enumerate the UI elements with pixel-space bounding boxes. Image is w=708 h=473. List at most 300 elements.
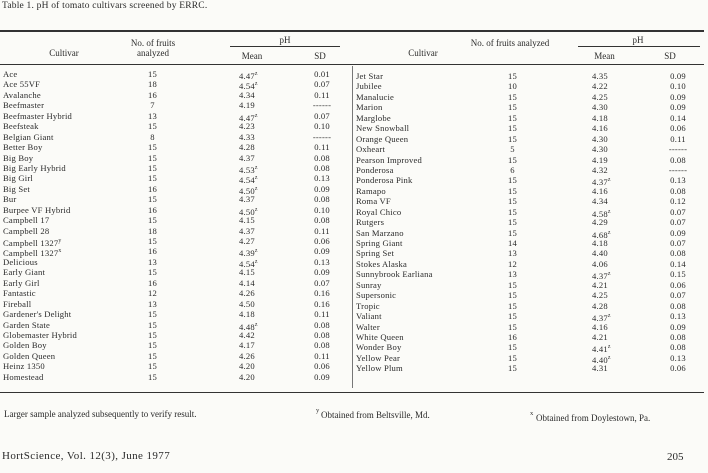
cultivar-cell xyxy=(356,259,486,269)
mean-cell xyxy=(239,246,284,259)
cultivar-cell xyxy=(3,226,123,236)
sd-cell: 0.09 xyxy=(670,321,686,332)
mean-cell xyxy=(592,363,637,373)
mean-value: 4.50 xyxy=(239,206,255,217)
sd-cell: 0.06 xyxy=(314,236,330,246)
sd-cell: 0.14 xyxy=(670,258,686,269)
cultivar-name: Supersonic xyxy=(356,290,397,301)
cultivar-cell xyxy=(3,215,123,225)
cultivar-cell xyxy=(3,330,123,340)
mean-value: 4.47 xyxy=(239,112,255,123)
mean-cell xyxy=(239,142,284,152)
mean-value: 4.20 xyxy=(239,361,255,372)
sd-cell: 0.11 xyxy=(314,350,330,361)
mean-footnote-mark: z xyxy=(607,208,611,215)
cultivar-cell xyxy=(3,194,123,204)
sd-cell: 0.13 xyxy=(670,175,686,186)
sd-cell: 0.13 xyxy=(670,311,686,322)
mean-footnote-mark: z xyxy=(254,258,258,265)
cultivar-name: Garden State xyxy=(3,319,51,330)
sd-cell: 0.15 xyxy=(670,269,686,280)
cultivar-cell xyxy=(356,207,486,217)
header-mean-right: Mean xyxy=(594,51,615,61)
mean-value: 4.18 xyxy=(592,112,608,123)
bottom-rule xyxy=(0,392,704,393)
mean-value: 4.28 xyxy=(592,300,608,311)
cultivar-name: Orange Queen xyxy=(356,133,409,144)
cultivar-name: Jubilee xyxy=(356,81,382,92)
fruits-cell: 15 xyxy=(508,217,517,228)
mean-value: 4.32 xyxy=(592,164,608,175)
sd-cell: 0.10 xyxy=(670,81,686,92)
cultivar-cell xyxy=(3,320,123,330)
fruits-cell: 16 xyxy=(148,183,157,194)
cultivar-name: Wonder Boy xyxy=(356,342,402,353)
mean-footnote-mark: z xyxy=(254,71,258,77)
mean-footnote-mark: z xyxy=(254,164,258,171)
mean-cell xyxy=(239,100,284,110)
footnote-x: Obtained from Doylestown, Pa. xyxy=(536,413,651,423)
cultivar-cell xyxy=(3,361,123,371)
sd-cell: 0.09 xyxy=(314,246,330,257)
mean-cell xyxy=(239,299,284,309)
cultivar-name: Bur xyxy=(3,194,17,205)
mean-value: 4.06 xyxy=(592,258,608,269)
mean-value: 4.14 xyxy=(239,277,255,288)
mean-cell xyxy=(239,320,284,330)
cultivar-name: Fireball xyxy=(3,298,32,309)
cultivar-cell xyxy=(356,92,486,102)
sd-cell: 0.13 xyxy=(314,256,330,267)
cultivar-cell xyxy=(3,246,123,259)
fruits-cell: 15 xyxy=(148,215,157,226)
cultivar-name: Pearson Improved xyxy=(356,154,422,165)
fruits-cell: 15 xyxy=(508,91,517,102)
fruits-cell: 7 xyxy=(150,100,155,111)
mean-cell xyxy=(592,113,637,123)
mean-value: 4.48 xyxy=(239,321,255,332)
header-sd-right: SD xyxy=(664,51,676,61)
mean-cell xyxy=(592,290,637,300)
sd-cell: 0.09 xyxy=(314,267,330,278)
cultivar-cell xyxy=(3,163,123,173)
cultivar-name: Homestead xyxy=(3,371,44,382)
fruits-cell: 18 xyxy=(148,225,157,236)
sd-cell: 0.07 xyxy=(670,238,686,248)
cultivar-cell xyxy=(356,269,486,279)
cultivar-cell xyxy=(356,248,486,258)
fruits-cell: 15 xyxy=(148,69,157,79)
fruits-cell: 15 xyxy=(148,162,157,173)
mean-value: 4.19 xyxy=(239,100,255,111)
cultivar-name: Stokes Alaska xyxy=(356,258,408,269)
mean-cell xyxy=(592,134,637,144)
mean-cell xyxy=(592,144,637,154)
sd-cell: 0.08 xyxy=(314,162,330,173)
sd-cell: 0.11 xyxy=(670,133,686,144)
fruits-cell: 15 xyxy=(508,227,517,238)
cultivar-name: Ace xyxy=(3,69,18,79)
mean-cell xyxy=(592,81,637,91)
cultivar-name: Early Giant xyxy=(3,267,46,278)
table-caption: Table 1. pH of tomato cultivars screened by ERRC. xyxy=(2,1,208,11)
mean-cell xyxy=(239,173,284,186)
mean-cell xyxy=(592,217,637,227)
sd-cell: 0.09 xyxy=(670,91,686,102)
sd-cell: 0.08 xyxy=(670,185,686,196)
fruits-cell: 5 xyxy=(510,144,515,155)
mean-value: 4.27 xyxy=(239,236,255,246)
mean-value: 4.16 xyxy=(592,185,608,196)
header-fruits-left: No. of fruits analyzed xyxy=(130,38,176,58)
sd-cell: ------ xyxy=(668,164,688,175)
cultivar-cell xyxy=(3,288,123,298)
fruits-cell: 15 xyxy=(148,173,157,184)
sd-cell: 0.08 xyxy=(670,154,686,165)
cultivar-cell xyxy=(356,217,486,227)
cultivar-name: Big Set xyxy=(3,183,30,194)
cultivar-cell xyxy=(356,134,486,144)
cultivar-name: Ace 55VF xyxy=(3,79,41,90)
cultivar-name: Spring Set xyxy=(356,248,395,259)
fruits-cell: 15 xyxy=(148,361,157,372)
sd-cell: 0.07 xyxy=(314,277,330,288)
sd-cell: 0.08 xyxy=(670,300,686,311)
mean-cell xyxy=(592,102,637,112)
left-sd-column xyxy=(302,69,342,382)
mean-value: 4.17 xyxy=(239,340,255,351)
mean-footnote-mark: z xyxy=(254,175,258,182)
mean-cell xyxy=(592,155,637,165)
cultivar-cell xyxy=(3,100,123,110)
mean-value: 4.16 xyxy=(592,321,608,332)
mean-cell xyxy=(239,153,284,163)
cultivar-cell xyxy=(356,238,486,248)
mean-value: 4.25 xyxy=(592,290,608,301)
cultivar-name: Golden Queen xyxy=(3,350,56,361)
fruits-cell: 15 xyxy=(508,311,517,322)
mean-cell xyxy=(239,330,284,340)
cultivar-cell xyxy=(356,353,486,363)
mean-cell xyxy=(239,121,284,131)
sd-cell: ------ xyxy=(312,100,332,111)
cultivar-name: Belgian Giant xyxy=(3,131,54,142)
fruits-cell: 15 xyxy=(148,350,157,361)
mean-cell xyxy=(239,257,284,267)
fruits-cell: 16 xyxy=(148,89,157,100)
mean-cell xyxy=(239,288,284,298)
sd-cell: 0.11 xyxy=(314,142,330,153)
cultivar-name: Heinz 1350 xyxy=(3,361,45,372)
sd-cell: 0.09 xyxy=(670,227,686,238)
mean-cell xyxy=(239,194,284,204)
cultivar-name: Rutgers xyxy=(356,217,385,228)
fruits-cell: 15 xyxy=(508,290,517,301)
mean-cell xyxy=(592,165,637,175)
sd-cell: 0.12 xyxy=(670,196,686,207)
mean-cell xyxy=(592,322,637,332)
fruits-cell: 14 xyxy=(508,238,517,248)
cultivar-cell xyxy=(356,332,486,342)
cultivar-cell xyxy=(3,153,123,163)
cultivar-name: Tropic xyxy=(356,300,380,311)
mean-value: 4.47 xyxy=(239,71,255,81)
cultivar-cell xyxy=(356,322,486,332)
cultivar-name: Marion xyxy=(356,102,383,113)
cultivar-name: Sunray xyxy=(356,279,382,290)
cultivar-cell xyxy=(356,113,486,123)
sd-cell: 0.08 xyxy=(314,340,330,351)
footnote-x-mark: x xyxy=(530,410,534,417)
mean-value: 4.30 xyxy=(592,144,608,155)
left-cultivar-column xyxy=(3,69,123,382)
mean-footnote-mark: z xyxy=(254,112,258,119)
fruits-cell: 13 xyxy=(148,110,157,121)
mean-cell xyxy=(592,353,637,363)
fruits-cell: 13 xyxy=(148,298,157,309)
fruits-cell: 15 xyxy=(508,102,517,113)
mean-cell xyxy=(239,205,284,215)
sd-cell: 0.06 xyxy=(670,279,686,290)
cultivar-name: Golden Boy xyxy=(3,340,47,351)
sd-cell: 0.11 xyxy=(314,309,330,320)
cultivar-cell xyxy=(356,186,486,196)
header-cultivar-right: Cultivar xyxy=(408,48,438,58)
cultivar-cell xyxy=(3,351,123,361)
mean-value: 4.18 xyxy=(239,309,255,320)
cultivar-cell xyxy=(356,311,486,321)
cultivar-name: Manalucie xyxy=(356,91,395,102)
sd-cell: 0.11 xyxy=(314,225,330,236)
fruits-cell: 15 xyxy=(508,321,517,332)
cultivar-name: Walter xyxy=(356,321,380,332)
cultivar-cell xyxy=(3,340,123,350)
cultivar-cell xyxy=(3,90,123,100)
fruits-cell: 15 xyxy=(148,371,157,382)
fruits-cell: 15 xyxy=(508,279,517,290)
cultivar-name: Burpee VF Hybrid xyxy=(3,204,71,215)
cultivar-name: Globemaster Hybrid xyxy=(3,329,78,340)
fruits-cell: 18 xyxy=(148,79,157,90)
cultivar-cell xyxy=(3,173,123,183)
mean-value: 4.41 xyxy=(592,344,608,355)
mean-cell xyxy=(239,267,284,277)
header-cultivar-left: Cultivar xyxy=(49,48,79,58)
cultivar-cell xyxy=(3,69,123,79)
mean-value: 4.29 xyxy=(592,217,608,228)
mean-value: 4.37 xyxy=(239,194,255,205)
sd-cell: 0.14 xyxy=(670,112,686,123)
sd-cell: 0.07 xyxy=(670,206,686,217)
sd-cell: 0.09 xyxy=(670,102,686,113)
mean-value: 4.40 xyxy=(592,248,608,259)
mean-footnote-mark: z xyxy=(254,321,258,328)
cultivar-name: Campbell 28 xyxy=(3,225,50,236)
mean-value: 4.28 xyxy=(239,142,255,153)
sd-cell: 0.06 xyxy=(314,361,330,372)
sd-cell: 0.09 xyxy=(314,371,330,382)
mean-value: 4.34 xyxy=(239,89,255,100)
mean-value: 4.21 xyxy=(592,279,608,290)
mean-value: 4.37 xyxy=(239,152,255,163)
cultivar-name: Sunnybrook Earliana xyxy=(356,269,433,280)
fruits-cell: 15 xyxy=(508,112,517,123)
fruits-cell: 15 xyxy=(148,340,157,351)
mean-footnote-mark: z xyxy=(254,185,258,192)
mean-cell xyxy=(592,228,637,238)
mean-cell xyxy=(592,280,637,290)
header-ph-right: pH xyxy=(632,35,644,45)
cultivar-cell xyxy=(3,278,123,288)
cultivar-cell xyxy=(3,236,123,246)
fruits-cell: 15 xyxy=(508,71,517,81)
fruits-cell: 15 xyxy=(148,142,157,153)
ph-rule-left xyxy=(230,46,340,47)
mean-value: 4.20 xyxy=(239,371,255,382)
mean-value: 4.42 xyxy=(239,329,255,340)
page-number: 205 xyxy=(667,451,684,463)
column-divider xyxy=(352,66,353,388)
sd-cell: 0.01 xyxy=(314,69,330,79)
cultivar-name: Yellow Pear xyxy=(356,352,401,363)
cultivar-cell xyxy=(356,102,486,112)
fruits-cell: 15 xyxy=(148,267,157,278)
sd-cell: 0.08 xyxy=(314,194,330,205)
mean-cell xyxy=(239,90,284,100)
fruits-cell: 15 xyxy=(148,329,157,340)
header-rule xyxy=(0,64,704,65)
sd-cell: 0.08 xyxy=(670,331,686,342)
left-fruits-column xyxy=(130,69,175,382)
cultivar-cell xyxy=(356,155,486,165)
mean-value: 4.25 xyxy=(592,91,608,102)
mean-value: 4.37 xyxy=(592,177,608,188)
fruits-cell: 8 xyxy=(150,131,155,142)
mean-footnote-mark: z xyxy=(607,177,611,184)
mean-value: 4.30 xyxy=(592,102,608,113)
mean-value: 4.15 xyxy=(239,267,255,278)
sd-cell: 0.07 xyxy=(670,217,686,228)
cultivar-cell xyxy=(356,71,486,81)
mean-value: 4.37 xyxy=(592,271,608,282)
mean-cell xyxy=(592,71,637,81)
cultivar-cell xyxy=(3,257,123,267)
header-ph-left: pH xyxy=(279,35,291,45)
mean-cell xyxy=(239,351,284,361)
cultivar-cell xyxy=(3,184,123,194)
mean-value: 4.58 xyxy=(592,208,608,219)
sd-cell: 0.11 xyxy=(314,89,330,100)
cultivar-name: Jet Star xyxy=(356,71,384,81)
mean-value: 4.68 xyxy=(592,229,608,240)
mean-value: 4.39 xyxy=(239,248,255,259)
fruits-cell: 15 xyxy=(508,175,517,186)
fruits-cell: 12 xyxy=(508,258,517,269)
mean-value: 4.31 xyxy=(592,363,608,374)
mean-cell xyxy=(592,259,637,269)
mean-value: 4.54 xyxy=(239,258,255,269)
mean-value: 4.37 xyxy=(239,225,255,236)
cultivar-name: Big Boy xyxy=(3,152,34,163)
mean-value: 4.50 xyxy=(239,185,255,196)
mean-footnote-mark: z xyxy=(254,206,258,213)
mean-cell xyxy=(592,248,637,258)
mean-cell xyxy=(592,123,637,133)
cultivar-name: Early Girl xyxy=(3,277,40,288)
mean-cell xyxy=(239,69,284,79)
fruits-cell: 10 xyxy=(508,81,517,92)
sd-cell: ------ xyxy=(668,144,688,155)
mean-cell xyxy=(592,301,637,311)
mean-cell xyxy=(239,226,284,236)
cultivar-cell xyxy=(356,280,486,290)
header-sd-left: SD xyxy=(314,51,326,61)
sd-cell: 0.08 xyxy=(670,248,686,259)
cultivar-cell xyxy=(356,81,486,91)
footnote-z: Larger sample analyzed subsequently to verify result. xyxy=(4,409,197,419)
mean-cell xyxy=(239,340,284,350)
fruits-cell: 15 xyxy=(508,133,517,144)
cultivar-name: Better Boy xyxy=(3,142,43,153)
fruits-cell: 15 xyxy=(508,154,517,165)
cultivar-cell xyxy=(356,301,486,311)
right-fruits-column xyxy=(490,71,535,374)
fruits-cell: 13 xyxy=(508,248,517,259)
cultivar-cell xyxy=(356,363,486,373)
mean-value: 4.33 xyxy=(239,131,255,142)
cultivar-cell xyxy=(356,144,486,154)
mean-footnote-mark: z xyxy=(607,271,611,278)
mean-value: 4.53 xyxy=(239,164,255,175)
sd-cell: 0.16 xyxy=(314,298,330,309)
mean-value: 4.37 xyxy=(592,313,608,324)
mean-cell xyxy=(592,175,637,188)
fruits-cell: 13 xyxy=(508,269,517,280)
cultivar-name: Beefsteak xyxy=(3,121,39,132)
mean-cell xyxy=(592,311,637,324)
mean-value: 4.16 xyxy=(592,123,608,134)
fruits-cell: 16 xyxy=(508,331,517,342)
sd-cell: 0.10 xyxy=(314,204,330,215)
cultivar-cell xyxy=(3,372,123,382)
cultivar-name: Big Girl xyxy=(3,173,34,184)
sd-cell: 0.06 xyxy=(670,363,686,374)
sd-cell: 0.08 xyxy=(670,342,686,353)
fruits-cell: 15 xyxy=(508,363,517,374)
cultivar-cell xyxy=(3,111,123,121)
right-cultivar-column xyxy=(356,71,486,374)
mean-value: 4.50 xyxy=(239,298,255,309)
right-mean-column xyxy=(592,71,637,374)
mean-value: 4.35 xyxy=(592,71,608,81)
mean-value: 4.30 xyxy=(592,133,608,144)
cultivar-name: Gardener's Delight xyxy=(3,309,72,320)
mean-cell xyxy=(239,278,284,288)
cultivar-name: Campbell 1327 xyxy=(3,238,59,248)
cultivar-name: Ramapo xyxy=(356,185,386,196)
fruits-cell: 15 xyxy=(148,121,157,132)
sd-cell: ------ xyxy=(312,131,332,142)
sd-cell: 0.08 xyxy=(314,152,330,163)
mean-footnote-mark: z xyxy=(607,229,611,236)
cultivar-cell xyxy=(356,342,486,352)
mean-value: 4.54 xyxy=(239,81,255,92)
top-rule xyxy=(0,30,704,32)
mean-value: 4.15 xyxy=(239,215,255,226)
sd-cell: 0.09 xyxy=(670,71,686,81)
left-mean-column xyxy=(239,69,284,382)
cultivar-name: White Queen xyxy=(356,331,404,342)
